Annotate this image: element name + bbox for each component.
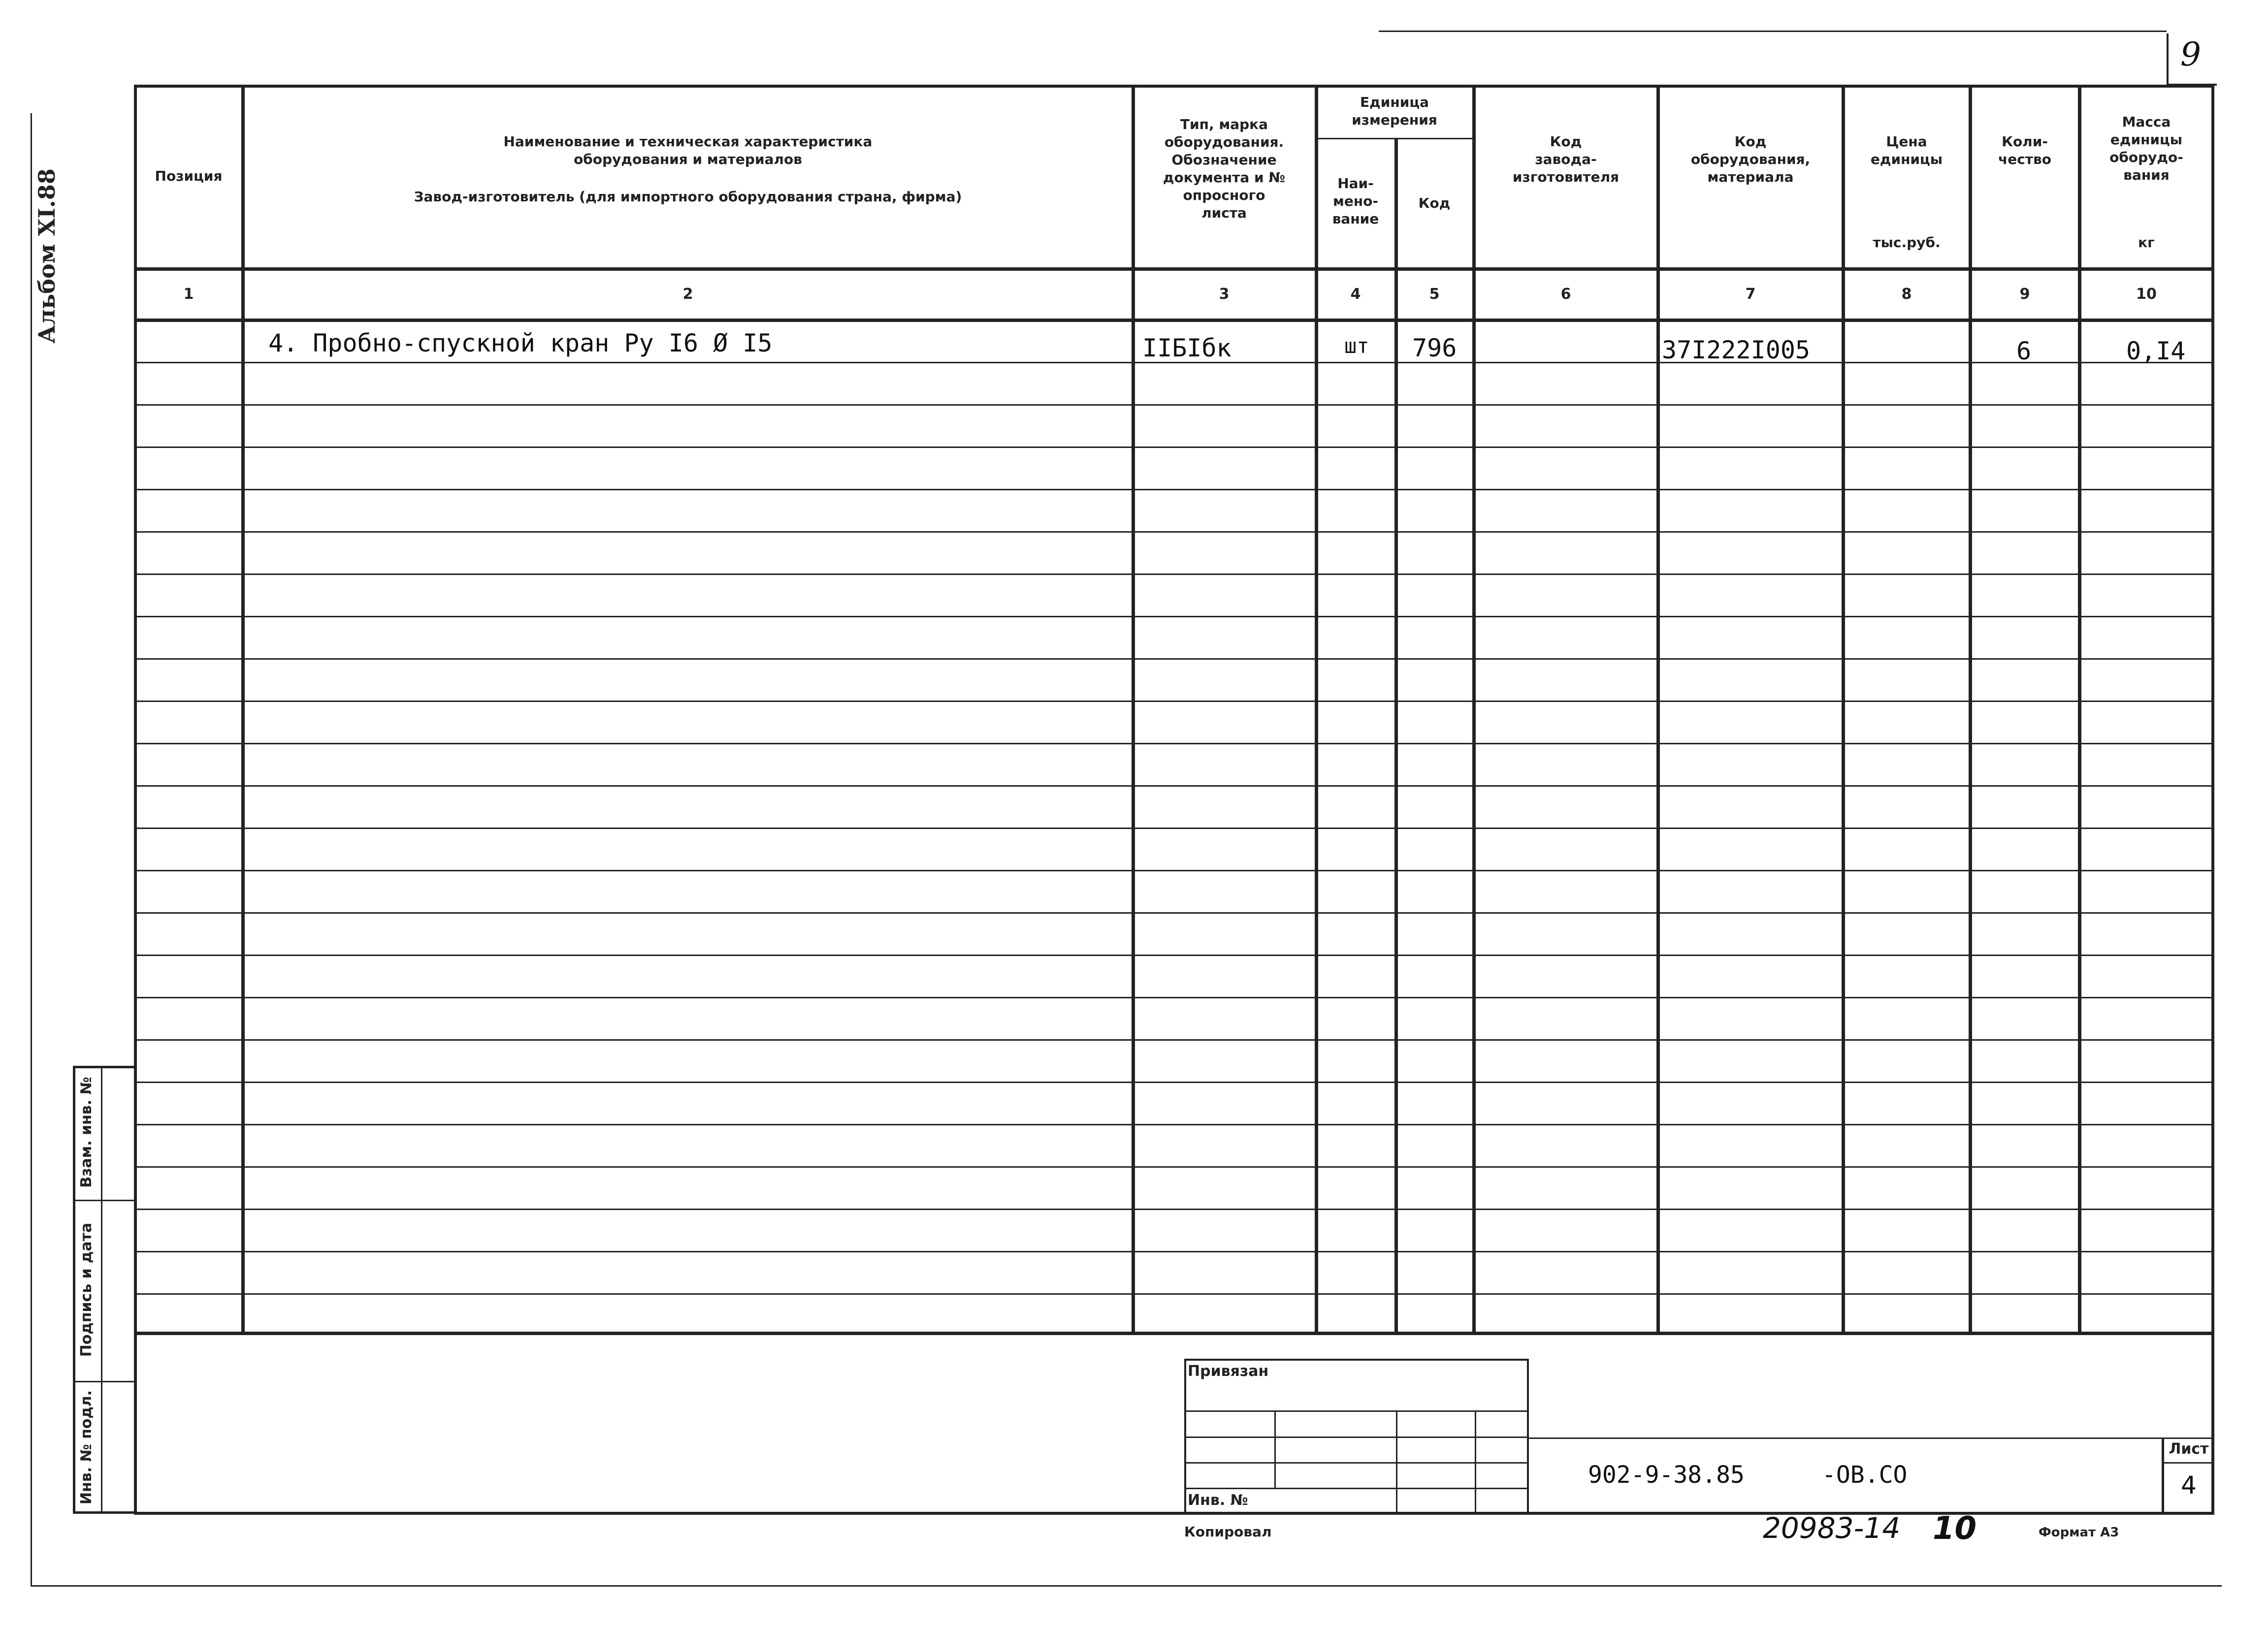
row-rule [134, 955, 2214, 956]
side-stamp-sep-2 [73, 1381, 137, 1382]
row-rule [134, 1209, 2214, 1210]
col-sep-6 [1656, 85, 1660, 1333]
header-manufacturer-code-block [1475, 133, 1656, 186]
header-material-code-block [1659, 133, 1842, 186]
header-units-block [1317, 94, 1472, 129]
album-label: Альбом XI.88 [33, 168, 60, 344]
row-rule [134, 1124, 2214, 1125]
header-mass-line2: единицы [2110, 131, 2183, 148]
header-mass-line3: оборудо- [2109, 149, 2183, 165]
tb-vline-3 [1475, 1410, 1476, 1514]
inv-no-label: Инв. № [1188, 1492, 1248, 1509]
side-stamp-sep-1 [73, 1200, 137, 1201]
row-rule [134, 828, 2214, 829]
row-name: 4. Пробно-спускной кран Ру I6 Ø I5 [268, 329, 773, 357]
page-number: 9 [2180, 35, 2201, 73]
colnum-1: 1 [183, 286, 194, 303]
row-rule [134, 616, 2214, 617]
colnum-8: 8 [1901, 286, 1912, 303]
colnum-5: 5 [1429, 286, 1440, 303]
col-sep-4 [1394, 138, 1398, 1333]
header-type-line1: Тип, марка [1180, 116, 1268, 132]
row-rule [134, 489, 2214, 490]
tb-line-3 [1184, 1462, 1529, 1464]
header-quantity-block [1972, 133, 2078, 168]
header-mat-line1: Код [1734, 133, 1767, 150]
sheet-number: 4 [2181, 1471, 2197, 1500]
header-price-line1: Цена [1886, 133, 1927, 150]
header-name-line2: оборудования и материалов [574, 151, 802, 167]
bottom-margin-line [31, 1585, 2222, 1587]
header-name-line3: Завод-изготовитель (для импортного оборудования страна, фирма) [414, 189, 962, 205]
header-mat-line2: оборудования, [1690, 151, 1811, 167]
units-subheader-line [1315, 138, 1472, 139]
header-unit-name-line3: вание [1332, 211, 1379, 227]
tb-line-4 [1184, 1488, 1529, 1489]
header-name-line1: Наименование и техническая характеристика [503, 133, 873, 150]
row-rule [134, 574, 2214, 575]
header-type-line5: опросного [1183, 187, 1265, 203]
header-mass-block [2081, 113, 2212, 184]
colnum-6: 6 [1560, 286, 1571, 303]
header-position: Позиция [155, 168, 223, 184]
header-unit-name-line1: Наи- [1337, 175, 1374, 192]
row-rule [134, 997, 2214, 998]
header-bottom-line [134, 267, 2214, 271]
row-rule [134, 1082, 2214, 1083]
row-rule [134, 1039, 2214, 1041]
row-rule [134, 912, 2214, 914]
row-quantity: 6 [2016, 337, 2032, 365]
colnum-9: 9 [2019, 286, 2030, 303]
header-unit-code: Код [1418, 195, 1451, 211]
header-mass-line4: вания [2123, 167, 2170, 183]
row-rule [134, 701, 2214, 702]
row-rule [134, 1251, 2214, 1252]
colnum-4: 4 [1350, 286, 1361, 303]
copied-label: Копировал [1184, 1524, 1272, 1540]
header-type-line2: оборудования. [1164, 134, 1284, 150]
row-rule [134, 1293, 2214, 1295]
header-qty-line2: чество [1998, 151, 2051, 167]
header-mat-line3: материала [1707, 169, 1794, 185]
header-price-line2: единицы [1870, 151, 1943, 167]
row-rule [134, 404, 2214, 406]
colnum-3: 3 [1219, 286, 1230, 303]
format-label: Формат А3 [2039, 1525, 2119, 1540]
header-type-line6: листа [1201, 205, 1247, 221]
tb-vline-2 [1396, 1410, 1397, 1514]
tb-line-1 [1184, 1410, 1529, 1412]
sheet-box-sep [2162, 1462, 2214, 1464]
header-price-unit: тыс.руб. [1873, 234, 1941, 251]
tb-vline-1 [1274, 1410, 1276, 1488]
sheet-label: Лист [2169, 1440, 2209, 1458]
privyazan-label: Привязан [1188, 1363, 1269, 1380]
row-unit-name: шт [1344, 334, 1369, 358]
doc-suffix: -ОВ.СО [1822, 1461, 1908, 1489]
col-sep-3 [1315, 85, 1318, 1333]
colnum-10: 10 [2136, 286, 2157, 303]
header-mfr-line3: изготовителя [1512, 169, 1620, 185]
col-sep-7 [1842, 85, 1845, 1333]
header-units-line2: измерения [1352, 112, 1437, 128]
row-rule [134, 785, 2214, 787]
row-rule [134, 743, 2214, 744]
row-rule [134, 531, 2214, 533]
doc-code: 902-9-38.85 [1588, 1461, 1745, 1489]
row-unit-code: 796 [1412, 334, 1457, 362]
header-name-block [244, 133, 1132, 206]
header-units-line1: Единица [1360, 94, 1429, 110]
header-type-line3: Обозначение [1171, 152, 1277, 168]
colnum-bottom-line [134, 319, 2214, 322]
row-material-code: 37I222I005 [1662, 336, 1811, 364]
top-margin-line [1379, 31, 2167, 32]
row-type: IIБIбк [1142, 334, 1231, 362]
archive-sheet: 10 [1933, 1510, 1977, 1547]
header-mass-line1: Масса [2122, 114, 2171, 130]
side-stamp-inner-line [101, 1066, 102, 1514]
archive-number: 20983-14 [1763, 1511, 1901, 1545]
header-mass-unit: кг [2138, 234, 2155, 251]
side-inv-podl: Инв. № подл. [78, 1390, 95, 1505]
row-rule [134, 870, 2214, 871]
row-mass: 0,I4 [2126, 337, 2186, 365]
header-unit-name-block [1317, 175, 1394, 228]
col-sep-1 [241, 85, 245, 1333]
colnum-2: 2 [682, 286, 693, 303]
header-unit-name-line2: мено- [1332, 193, 1379, 209]
header-type-block [1134, 116, 1315, 222]
table-body-bottom-line [134, 1332, 2214, 1335]
side-vzam-inv: Взам. инв. № [78, 1077, 95, 1188]
header-mfr-line2: завода- [1535, 151, 1597, 167]
col-sep-2 [1132, 85, 1135, 1333]
tb-line-2 [1184, 1436, 1529, 1438]
col-sep-8 [1969, 85, 1972, 1333]
col-sep-9 [2078, 85, 2081, 1333]
header-type-line4: документа и № [1163, 169, 1286, 186]
colnum-7: 7 [1745, 286, 1756, 303]
row-rule [134, 447, 2214, 448]
row-rule [134, 658, 2214, 660]
header-price-block [1845, 133, 1969, 168]
header-qty-line1: Коли- [2002, 133, 2048, 150]
col-sep-5 [1472, 85, 1476, 1333]
row-rule [134, 1166, 2214, 1168]
doc-block-top [1529, 1437, 2214, 1439]
side-podpis-data: Подпись и дата [78, 1222, 95, 1357]
header-mfr-line1: Код [1550, 133, 1582, 150]
